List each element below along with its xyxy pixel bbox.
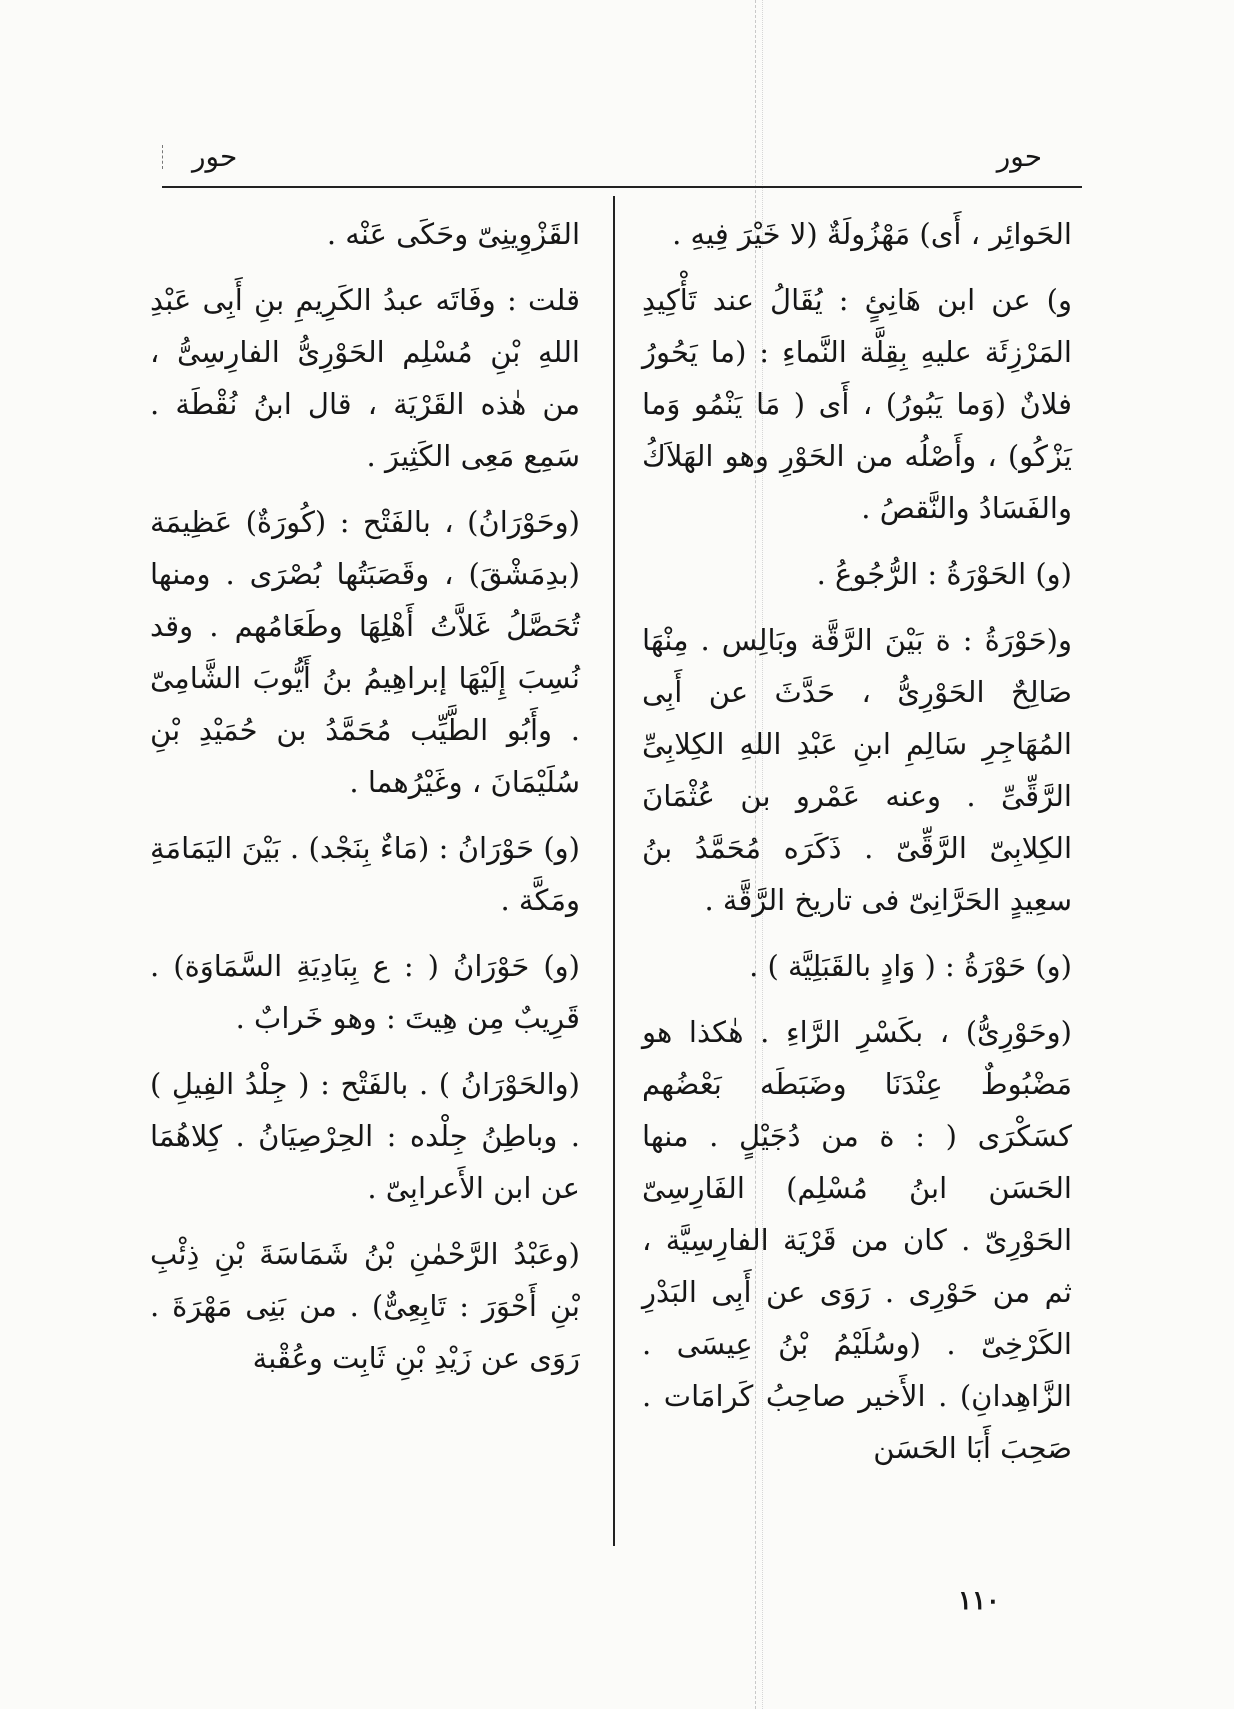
running-head-mark	[162, 145, 163, 169]
running-head-right: حور	[996, 140, 1042, 173]
paragraph: القَزْوِينِىّ وحَكَى عَنْه .	[326, 217, 580, 251]
paragraph: (و) حَوْرَانُ : (مَاءٌ بِنَجْد) . بَيْنَ اليَمَامَةِ ومَكَّة .	[150, 831, 580, 917]
paragraph: (و) حَوْرَةُ : ( وَادٍ بالقَبَلِيَّة ) .	[749, 949, 1072, 983]
paragraph: (و) حَوْرَانُ ( : ع بِبَادِيَةِ السَّمَاوَة) . قَرِيبٌ مِن هِيتَ : وهو خَرابٌ .	[150, 949, 580, 1035]
paragraph: قلت : وفَاتَه عبدُ الكَرِيمِ بنِ أَبِى عَبْدِ اللهِ بْنِ مُسْلِم الحَوْرِىُّ الفارِسِىُّ ، من هٰذه القَرْيَة ، قال ابنُ نُقْطَة . سَمِع مَعِى الكَثِيرَ .	[150, 283, 580, 473]
paragraph: و(حَوْرَةُ : ة بَيْنَ الرَّقَّة وبَالِس . مِنْهَا صَالِحٌ الحَوْرِىُّ ، حَدَّثَ عن أَبِى المُهَاجِرِ سَالِمِ ابنِ عَبْدِ اللهِ الكِلابِىِّ الرَّقِّىِّ . وعنه عَمْرو بن عُثْمَانَ الكِلابِىّ الرَّقِّىّ . ذَكَرَه مُحَمَّدُ بنُ سعِيدٍ الحَرَّانِىّ فى تاريخ الرَّقَّة .	[642, 623, 1072, 917]
paragraph: (وحَوْرَانُ) ، بالفَتْح : (كُورَةٌ) عَظِيمَة (بدِمَشْقَ) ، وقَصَبَتُها بُصْرَى . ومنها تُحَصَّلُ غَلاَّتُ أَهْلِهَا وطَعَامُهم . وقد نُسِبَ إِلَيْهَا إبراهِيمُ بنُ أَيُّوبَ الشَّامِىّ . وأَبُو الطَّيِّب مُحَمَّدُ بن حُمَيْدِ بْنِ سُلَيْمَانَ ، وغَيْرُهما .	[150, 505, 580, 799]
paragraph: و) عن ابن هَانِئٍ : يُقَالُ عند تَأْكِيدِ المَرْزِئَة عليهِ بِقِلَّة النَّماءِ : (ما يَحُورُ فلانٌ (وَما يَبُورُ) ، أَى ( مَا يَنْمُو وَما يَزْكُو) ، وأَصْلُه من الحَوْرِ وهو الهَلاَكُ والفَسَادُ والنَّقصُ .	[642, 283, 1072, 525]
right-column	[642, 208, 1072, 1488]
paragraph: (وحَوْرِىُّ) ، بكَسْرِ الرَّاءِ . هٰكذا هو مَضْبُوطٌ عِنْدَنَا وضَبَطَه بَعْضُهم كسَكْرَى ( : ة من دُجَيْلٍ . منها الحَسَن ابنُ مُسْلِم) الفَارِسِىّ الحَوْرِىّ . كان من قَرْيَة الفارِسِيَّة ، ثم من حَوْرِى . رَوَى عن أَبِى البَدْرِ الكَرْخِىّ . (وسُلَيْمُ بْنُ عِيسَى . الزَّاهِدانِ) . الأَخير صاحِبُ كَرامَات . صَحِبَ أَبَا الحَسَن	[642, 1015, 1072, 1465]
header-rule	[162, 186, 1082, 188]
paragraph: (وعَبْدُ الرَّحْمٰنِ بْنُ شَمَاسَةَ بْنِ ذِئْبِ بْنِ أَحْوَرَ : تَابِعِىٌّ) . من بَنِى مَهْرَةَ . رَوَى عن زَيْدِ بْنِ ثَابِت وعُقْبة	[150, 1237, 580, 1375]
paragraph: (و) الحَوْرَةُ : الرُّجُوعُ .	[816, 557, 1072, 591]
column-divider	[613, 196, 615, 1546]
running-head-left: حور	[192, 140, 238, 173]
paragraph: (والحَوْرَانُ ) . بالفَتْح : ( جِلْدُ الفِيلِ ) . وباطِنُ جِلْده : الحِرْصِيَانُ . كِلاهُمَا عن ابن الأَعرابِىّ .	[150, 1067, 580, 1205]
left-column	[150, 208, 580, 1398]
page-number: ١١٠	[958, 1586, 1000, 1616]
paragraph: الحَوائِر ، أَى) مَهْزُولَةٌ (لا خَيْرَ فِيهِ .	[672, 217, 1072, 251]
